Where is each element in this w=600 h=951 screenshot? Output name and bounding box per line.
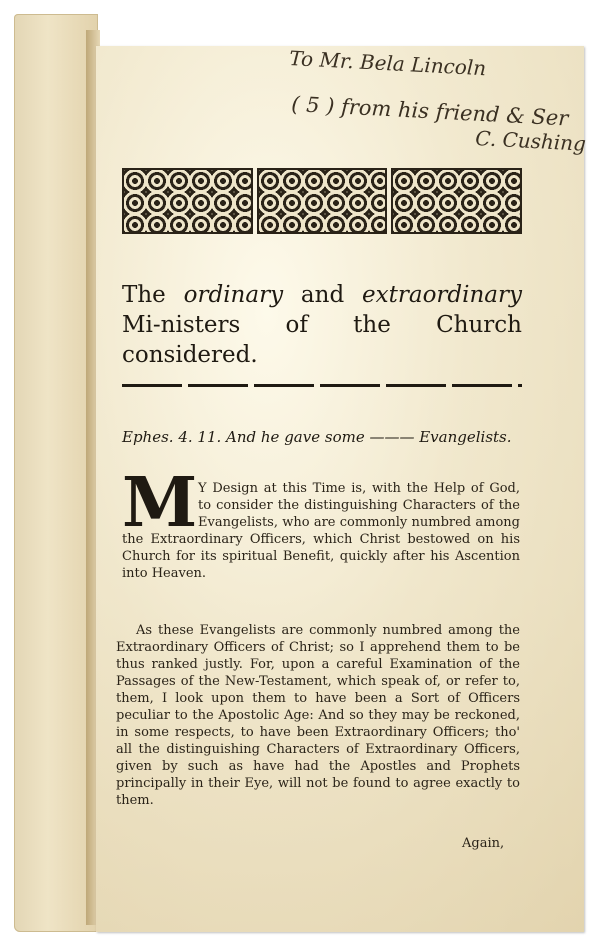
decorative-headpiece	[122, 168, 522, 230]
inscription-signature: C. Cushing	[474, 126, 587, 156]
epigraph-reference: Ephes. 4. 11.	[122, 428, 222, 446]
ornament-block	[391, 168, 522, 234]
catchword: Again,	[462, 836, 505, 851]
title-text: The	[122, 282, 184, 308]
ornament-block	[257, 168, 388, 234]
title-italic: ordinary	[183, 282, 284, 308]
title-text: Mi-nisters of the Church considered.	[122, 312, 522, 368]
ornament-block	[122, 168, 253, 234]
title-text: and	[283, 282, 363, 308]
dropcap-space	[122, 480, 198, 530]
drop-cap: M	[122, 463, 198, 543]
page-title	[122, 280, 522, 370]
paragraph-1	[122, 480, 520, 582]
inscription-line-2: ( 5 ) from his friend & Ser	[290, 92, 569, 131]
epigraph	[122, 428, 526, 446]
paragraph-1-text: Y Design at this Time is, with the Help of God, to consider the distinguishing Characters of the Evangelists, who are commonly numbred among the Extraordinary Officers, which Christ bestowed on his Church for its spiritual Benefit, quickly after his Ascention into Heaven.	[122, 481, 520, 581]
inscription-line-1: To Mr. Bela Lincoln	[288, 46, 487, 81]
paragraph-2: As these Evangelists are commonly numbred among the Extraordinary Officers of Christ; so I apprehend them to be thus ranked justly. For, upon a careful Examination of the Passages of the New-Testament, which speak of, or refer to, them, I look upon them to have been a Sort of Officers peculiar to the Apostolic Age: And so they may be reckoned, in some respects, to have been Extraordinary Officers; tho' all the distinguishing Characters of Extraordinary Officers, given by such as have had the Apostles and Prophets principally in their Eye, will not be found to agree exactly to them.	[116, 623, 520, 808]
epigraph-text: And he gave some ——— Evangelists.	[221, 428, 512, 446]
title-italic: extraordinary	[362, 282, 522, 308]
divider-rule	[122, 384, 522, 387]
